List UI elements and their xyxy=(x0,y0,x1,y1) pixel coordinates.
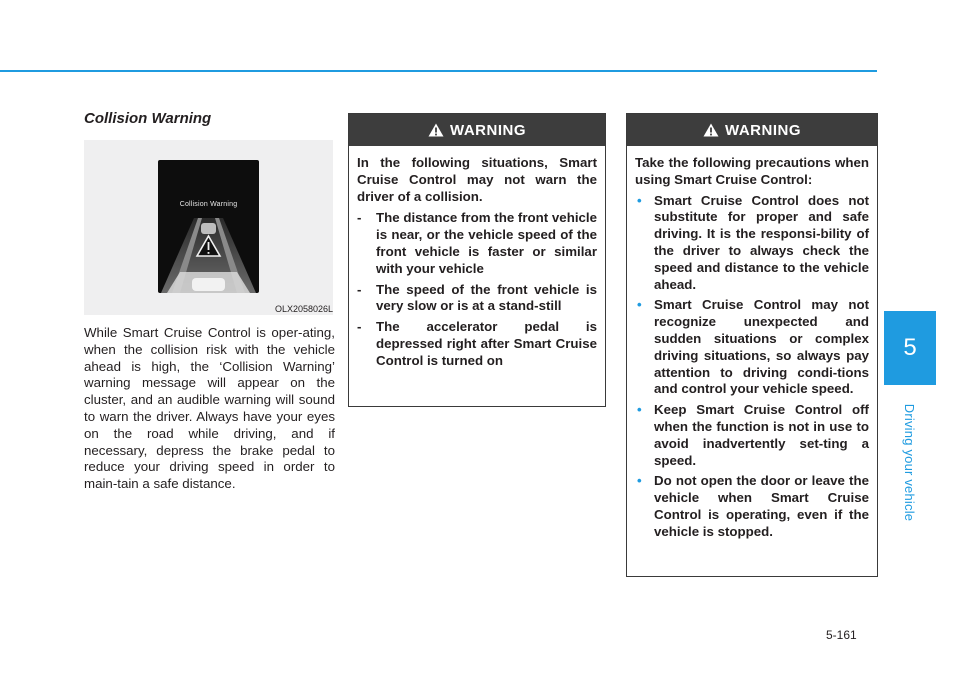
warning-title: WARNING xyxy=(725,121,801,139)
warning-intro: In the following situations, Smart Cruise Control may not warn the driver of a collision. xyxy=(357,155,597,204)
dash-mark: - xyxy=(357,281,362,297)
warning-title: WARNING xyxy=(450,121,526,139)
list-item-text: Keep Smart Cruise Control off when the function is not in use to avoid inadvertently set-ting a speed. xyxy=(654,402,869,468)
warning-header xyxy=(349,114,605,146)
chapter-title-text: Driving your vehicle xyxy=(902,403,918,521)
list-item-text: The speed of the front vehicle is very slow or is at a stand-still xyxy=(376,281,597,314)
list-item-text: Do not open the door or leave the vehicle when Smart Cruise Control is operating, even if the vehicle is stopped. xyxy=(654,473,869,539)
screen-message: Collision Warning xyxy=(179,201,238,208)
list-item xyxy=(357,282,597,316)
list-item-text: Smart Cruise Control may not recognize unexpected and sudden situations or complex driving situations, so always pay attention to driving condi-tions and control your vehicle speed. xyxy=(654,297,869,397)
chapter-tab: 5 xyxy=(884,311,936,385)
warning-content xyxy=(349,146,605,370)
figure-code: OLX2058026L xyxy=(274,304,333,314)
warning-content xyxy=(627,146,877,541)
warning-triangle-icon xyxy=(703,123,719,137)
dash-mark: - xyxy=(357,210,362,226)
body-paragraph: While Smart Cruise Control is oper-ating, when the collision risk with the vehicle ahead is high, the ‘Collision Warning’ warning message will appear on the cluster, and an audible warning will sound to warn the driver. Always have your eyes on the road while driving, and if necessary, depress the brake pedal to reduce your driving speed in order to main-tain a safe distance. xyxy=(84,325,335,492)
front-vehicle-icon xyxy=(201,223,216,234)
own-vehicle-icon xyxy=(192,278,225,291)
list-item-text: Smart Cruise Control does not substitute for proper and safe driving. It is the responsi-bility of the driver to always check the speed and distance to the vehicle ahead. xyxy=(654,192,869,292)
section-title: Collision Warning xyxy=(84,110,212,127)
bullet-mark: • xyxy=(637,192,642,208)
list-item xyxy=(357,319,597,369)
list-item-text: The accelerator pedal is depressed right after Smart Cruise Control is turned on xyxy=(376,319,597,368)
chapter-title xyxy=(895,402,925,522)
warning-list xyxy=(357,210,597,369)
warning-box-1 xyxy=(348,113,606,407)
bullet-mark: • xyxy=(637,402,642,418)
warning-list xyxy=(635,193,869,541)
list-item xyxy=(357,210,597,277)
warning-box-2 xyxy=(626,113,878,577)
cluster-screen xyxy=(158,160,259,293)
list-item xyxy=(635,297,869,398)
road-illustration xyxy=(158,160,259,293)
bullet-mark: • xyxy=(637,473,642,489)
list-item xyxy=(635,193,869,294)
dash-mark: - xyxy=(357,319,362,335)
top-rule xyxy=(0,70,877,72)
cluster-figure xyxy=(84,140,333,315)
warning-header xyxy=(627,114,877,146)
bullet-mark: • xyxy=(637,297,642,313)
list-item-text: The distance from the front vehicle is near, or the vehicle speed of the front vehicle is faster or similar with your vehicle xyxy=(376,210,597,276)
list-item xyxy=(635,402,869,469)
page-number: 5-161 xyxy=(826,628,857,642)
warning-intro: Take the following precautions when using Smart Cruise Control: xyxy=(635,155,869,187)
warning-triangle-icon xyxy=(428,123,444,137)
list-item xyxy=(635,473,869,540)
